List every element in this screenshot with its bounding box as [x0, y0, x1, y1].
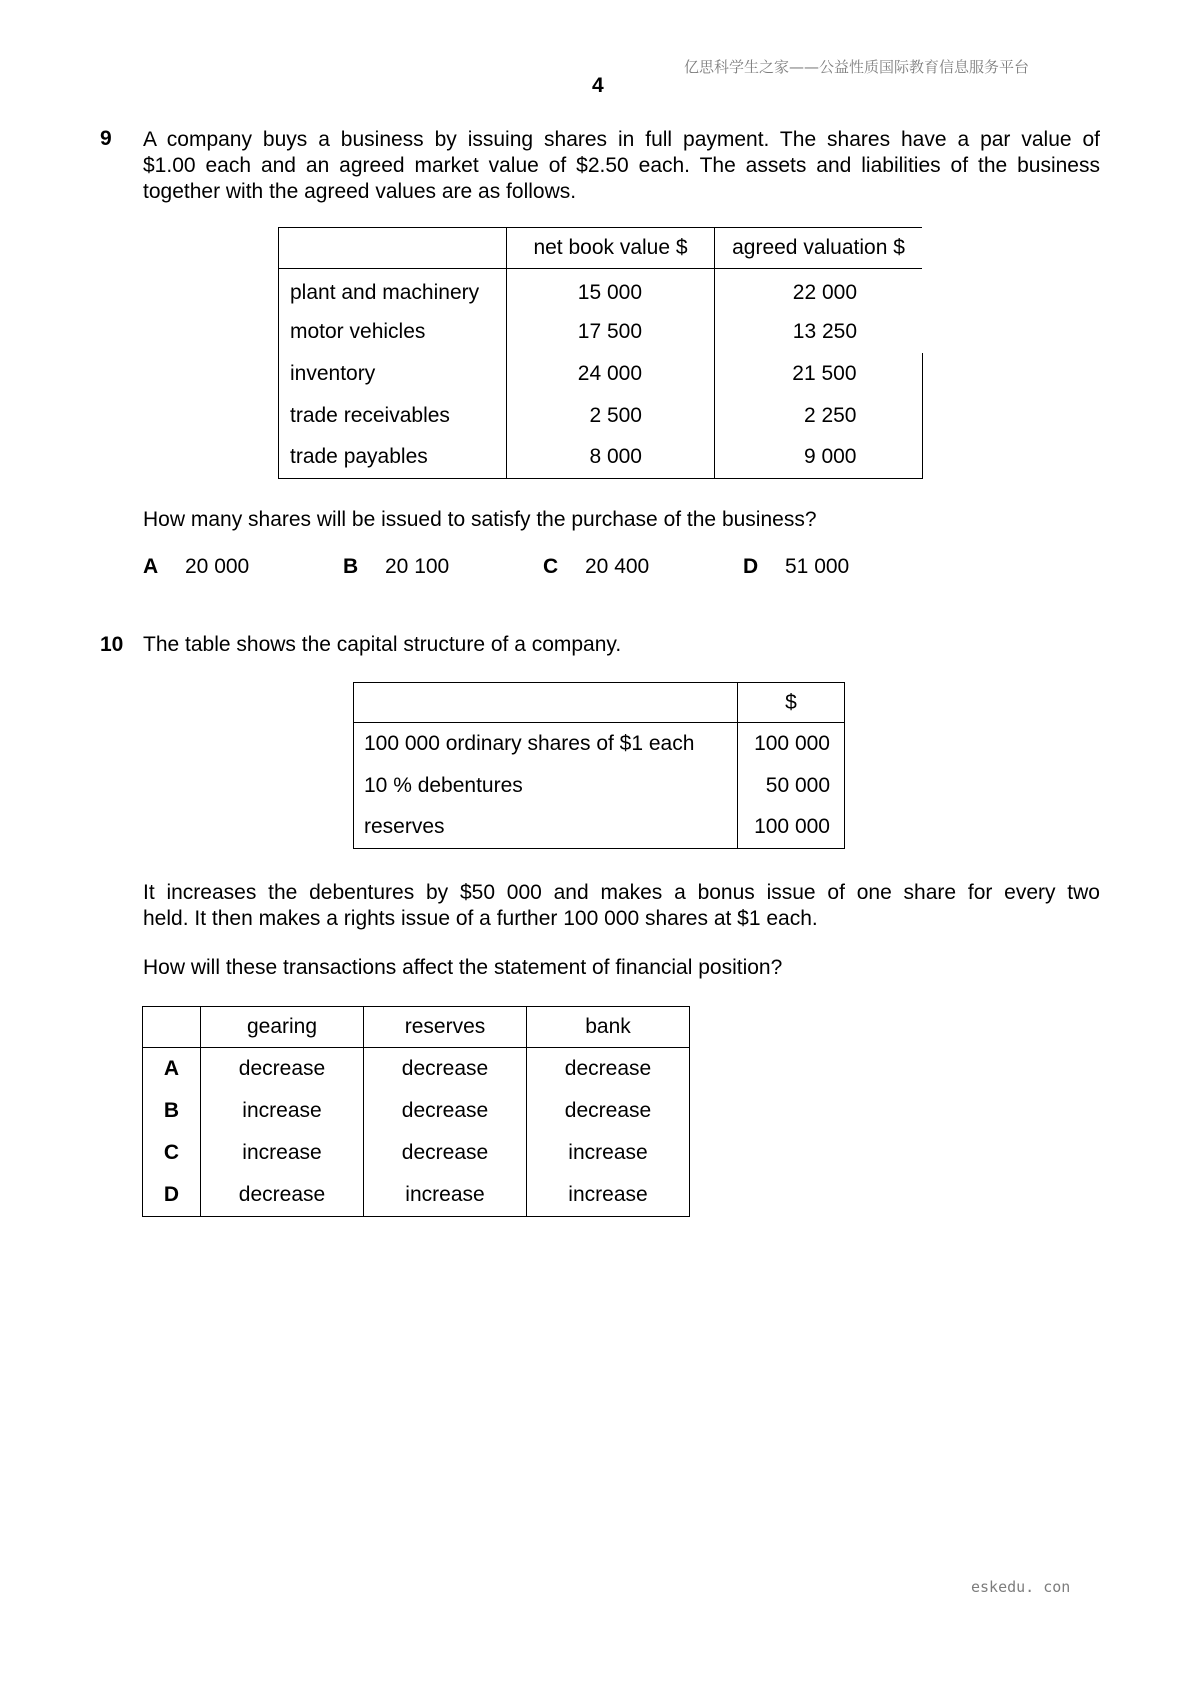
option-value: 51 000 — [785, 555, 850, 578]
asset-valuation-table — [278, 227, 923, 479]
answer-gearing: increase — [201, 1132, 364, 1174]
option-value: 20 100 — [385, 555, 450, 578]
option-letter: C — [543, 555, 559, 578]
header-agreed-valuation: agreed valuation $ — [715, 228, 923, 269]
table-header-row — [354, 683, 845, 723]
header-gearing: gearing — [201, 1007, 364, 1048]
answer-row-a[interactable] — [143, 1048, 690, 1091]
answer-gearing: decrease — [201, 1174, 364, 1217]
answer-row-c[interactable] — [143, 1132, 690, 1174]
question-10-intro: The table shows the capital structure of a company. — [143, 633, 622, 656]
row-agreed: 13 250 — [715, 311, 923, 353]
answer-letter: C — [163, 1141, 180, 1164]
row-agreed: 22 000 — [715, 269, 923, 311]
table-row — [354, 723, 845, 765]
question-9-number: 9 — [100, 127, 112, 150]
question-9-line-2: $1.00 each and an agreed market value of $2.50 each. The assets and liabilities of the business — [143, 154, 1100, 177]
table-row — [279, 311, 923, 353]
header-cell-blank — [354, 683, 738, 723]
row-nbv: 15 000 — [507, 269, 715, 311]
row-item: inventory — [279, 353, 507, 395]
table-row — [354, 765, 845, 807]
table-row — [354, 807, 845, 849]
row-item: trade receivables — [279, 395, 507, 437]
option-letter: A — [143, 555, 159, 578]
row-item: plant and machinery — [279, 269, 507, 311]
answer-bank: increase — [527, 1174, 690, 1217]
answer-reserves: decrease — [364, 1090, 527, 1132]
table-header-row — [143, 1007, 690, 1048]
answer-reserves: increase — [364, 1174, 527, 1217]
answer-bank: decrease — [527, 1048, 690, 1091]
option-d[interactable] — [743, 555, 849, 579]
answer-gearing: decrease — [201, 1048, 364, 1091]
answer-options-table — [142, 1006, 690, 1217]
row-item: 100 000 ordinary shares of $1 each — [364, 731, 695, 755]
row-item: trade payables — [279, 437, 507, 479]
header-reserves: reserves — [364, 1007, 527, 1048]
row-nbv: 17 500 — [507, 311, 715, 353]
option-a[interactable] — [143, 555, 249, 579]
answer-row-b[interactable] — [143, 1090, 690, 1132]
row-item: 10 % debentures — [364, 773, 523, 797]
row-value: 50 000 — [738, 765, 845, 807]
question-9-line-3: together with the agreed values are as follows. — [143, 180, 577, 203]
option-value: 20 000 — [185, 555, 250, 578]
table-header-row — [279, 228, 923, 269]
question-9-options — [143, 555, 863, 583]
header-watermark: 亿思科学生之家——公益性质国际教育信息服务平台 — [684, 58, 1030, 76]
row-agreed: 2 250 — [715, 395, 923, 437]
table-row — [279, 353, 923, 395]
question-9-prompt: How many shares will be issued to satisfy the purchase of the business? — [143, 508, 817, 531]
page-number: 4 — [592, 74, 604, 97]
option-value: 20 400 — [585, 555, 650, 578]
row-nbv: 2 500 — [507, 395, 715, 437]
row-value: 100 000 — [738, 807, 845, 849]
footer-watermark: eskedu. con — [971, 1578, 1071, 1596]
question-10-number: 10 — [100, 633, 124, 656]
row-value: 100 000 — [738, 723, 845, 765]
answer-reserves: decrease — [364, 1132, 527, 1174]
table-row — [279, 395, 923, 437]
answer-bank: increase — [527, 1132, 690, 1174]
header-bank: bank — [527, 1007, 690, 1048]
row-agreed: 9 000 — [715, 437, 923, 479]
row-item: reserves — [364, 815, 445, 839]
option-c[interactable] — [543, 555, 649, 579]
row-item: motor vehicles — [279, 311, 507, 353]
header-dollar: $ — [738, 683, 845, 723]
row-nbv: 24 000 — [507, 353, 715, 395]
question-10-line-1: It increases the debentures by $50 000 and makes a bonus issue of one share for every two — [143, 881, 1100, 904]
header-net-book-value: net book value $ — [507, 228, 715, 269]
option-letter: B — [343, 555, 359, 578]
table-row — [279, 269, 923, 311]
answer-letter: B — [163, 1099, 180, 1122]
capital-structure-table — [353, 682, 845, 849]
question-9-line-1: A company buys a business by issuing shares in full payment. The shares have a par value of — [143, 128, 1100, 151]
answer-gearing: increase — [201, 1090, 364, 1132]
row-nbv: 8 000 — [507, 437, 715, 479]
header-cell-blank — [143, 1007, 201, 1048]
header-cell-blank — [279, 228, 507, 269]
answer-reserves: decrease — [364, 1048, 527, 1091]
row-agreed: 21 500 — [715, 353, 923, 395]
answer-row-d[interactable] — [143, 1174, 690, 1217]
question-9-text — [143, 127, 1100, 205]
question-10-prompt: How will these transactions affect the statement of financial position? — [143, 956, 783, 979]
answer-letter: A — [163, 1057, 180, 1080]
option-b[interactable] — [343, 555, 449, 579]
answer-letter: D — [163, 1183, 180, 1206]
question-10-line-2: held. It then makes a rights issue of a further 100 000 shares at $1 each. — [143, 907, 818, 930]
answer-bank: decrease — [527, 1090, 690, 1132]
table-row — [279, 437, 923, 479]
option-letter: D — [743, 555, 759, 578]
question-10-text — [143, 880, 1100, 932]
